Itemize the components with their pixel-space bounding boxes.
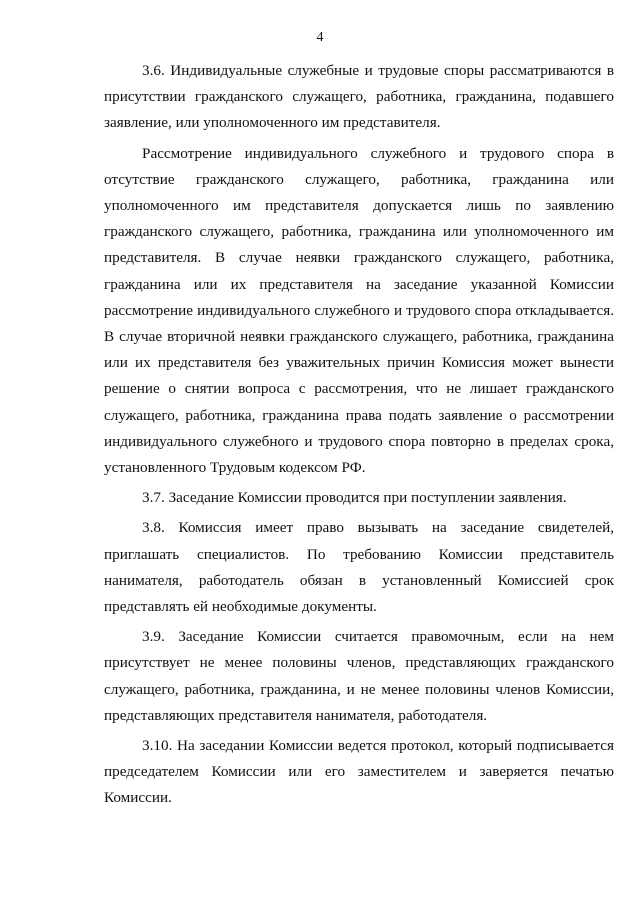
- paragraph-3-10: 3.10. На заседании Комиссии ведется протокол, который подписывается председателем Комиссии или его заместителем и заверяется печатью Комиссии.: [104, 737, 614, 807]
- paragraph-3-9: 3.9. Заседание Комиссии считается правомочным, если на нем присутствует не менее половины членов, представляющих гражданского служащего, работника, гражданина, и не менее половины членов Комиссии, представляющих представителя нанимателя, работодателя.: [104, 628, 614, 724]
- paragraph-3-8: 3.8. Комиссия имеет право вызывать на заседание свидетелей, приглашать специалистов. По требованию Комиссии представитель нанимателя, работодатель обязан в установленный Комиссией срок представлять ей необходимые документы.: [104, 519, 614, 616]
- page-number: 4: [316, 30, 324, 45]
- document-body: [104, 58, 614, 816]
- paragraph-3-6: 3.6. Индивидуальные служебные и трудовые споры рассматриваются в присутствии гражданского служащего, работника, гражданина, подавшего заявление, или уполномоченного им представителя.: [104, 62, 614, 132]
- paragraph-3-7: 3.7. Заседание Комиссии проводится при поступлении заявления.: [142, 489, 567, 507]
- paragraph-3-6-continued: Рассмотрение индивидуального служебного и трудового спора в отсутствие гражданского служащего, работника, гражданина или уполномоченного им представителя допускается лишь по заявлению гражданского служащего, работника, гражданина или уполномоченного им представителя. В случае неявки гражданского служащего, работника, гражданина или их представителя на заседание указанной Комиссии рассмотрение индивидуального служебного и трудового спора откладывается. В случае вторичной неявки гражданского служащего, работника, гражданина или их представителя без уважительных причин Комиссия может вынести решение о снятии вопроса с рассмотрения, что не лишает гражданского служащего, работника, гражданина права подать заявление о рассмотрении индивидуального служебного и трудового спора повторно в пределах срока, установленного Трудовым кодексом РФ.: [104, 144, 614, 477]
